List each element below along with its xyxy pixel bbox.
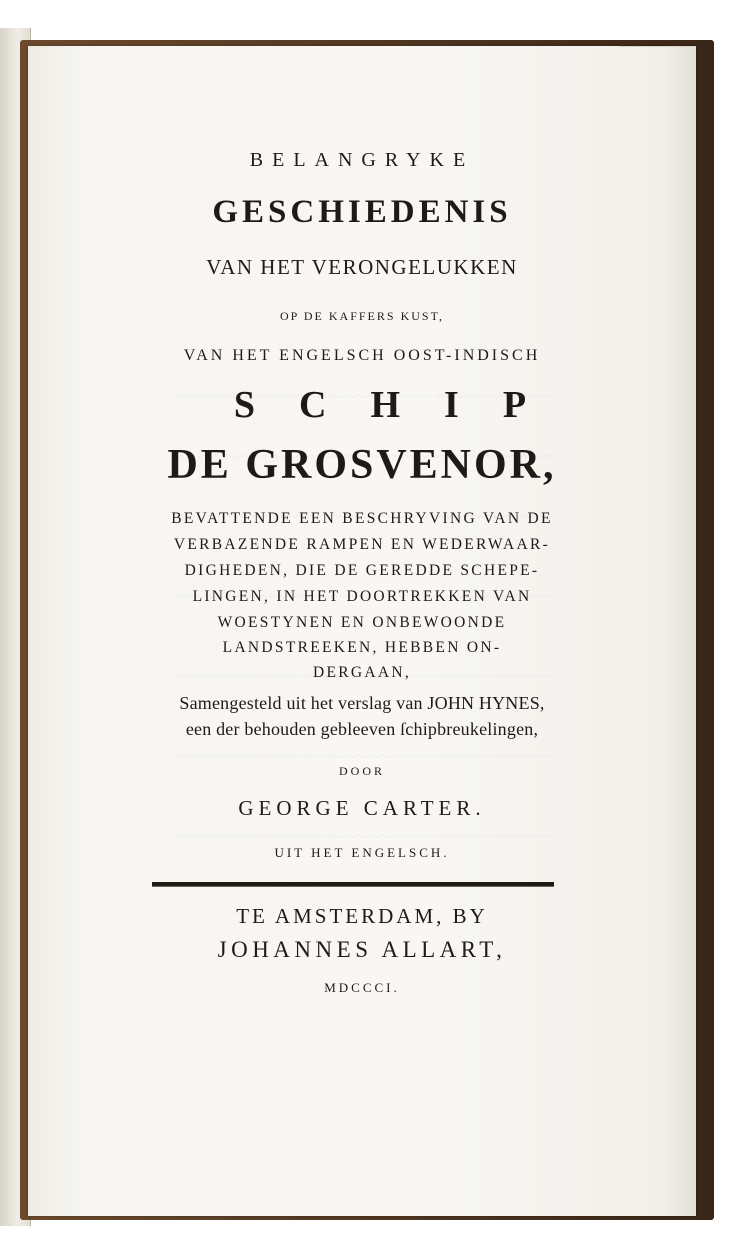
horizontal-rule (152, 882, 554, 887)
description-line-1: BEVATTENDE EEN BESCHRYVING VAN DE (171, 510, 553, 527)
description-line-5: WOESTYNEN EN ONBEWOONDE (217, 614, 507, 631)
door-line: DOOR (338, 764, 385, 778)
title-page-text (28, 46, 696, 1216)
author-name: GEORGE CARTER. (238, 796, 486, 820)
title-page (28, 46, 696, 1216)
description-line-3: DIGHEDEN, DIE DE GEREDDE SCHEPE- (184, 562, 540, 579)
imprint-year: MDCCCI. (324, 980, 400, 995)
title-line-kaffers-kust: OP DE KAFFERS KUST, (279, 309, 445, 323)
title-line-verongelukken: VAN HET VERONGELUKKEN (206, 255, 518, 279)
page-leaf-edge (620, 46, 696, 67)
translation-note: UIT HET ENGELSCH. (274, 845, 450, 860)
title-line-schip: SCHIP (233, 384, 571, 426)
description-line-7: DERGAAN, (312, 664, 412, 681)
imprint-place: TE AMSTERDAM, BY (236, 904, 488, 928)
description-line-6: LANDSTREEKEN, HEBBEN ON- (222, 639, 502, 656)
description-line-4: LINGEN, IN HET DOORTREKKEN VAN (192, 588, 532, 605)
title-line-grosvenor: DE GROSVENOR, (167, 442, 557, 488)
compiled-from-line: Samengesteld uit het verslag van JOHN HYNES, (179, 693, 545, 713)
title-line-geschiedenis: GESCHIEDENIS (212, 194, 512, 230)
survivor-line: een der behouden gebleeven ſchipbreukelingen, (185, 719, 539, 739)
title-line-belangryke: BELANGRYKE (249, 149, 475, 171)
title-line-oost-indisch: VAN HET ENGELSCH OOST-INDISCH (183, 347, 541, 364)
imprint-publisher: JOHANNES ALLART, (217, 937, 507, 962)
description-line-2: VERBAZENDE RAMPEN EN WEDERWAAR- (173, 536, 551, 553)
